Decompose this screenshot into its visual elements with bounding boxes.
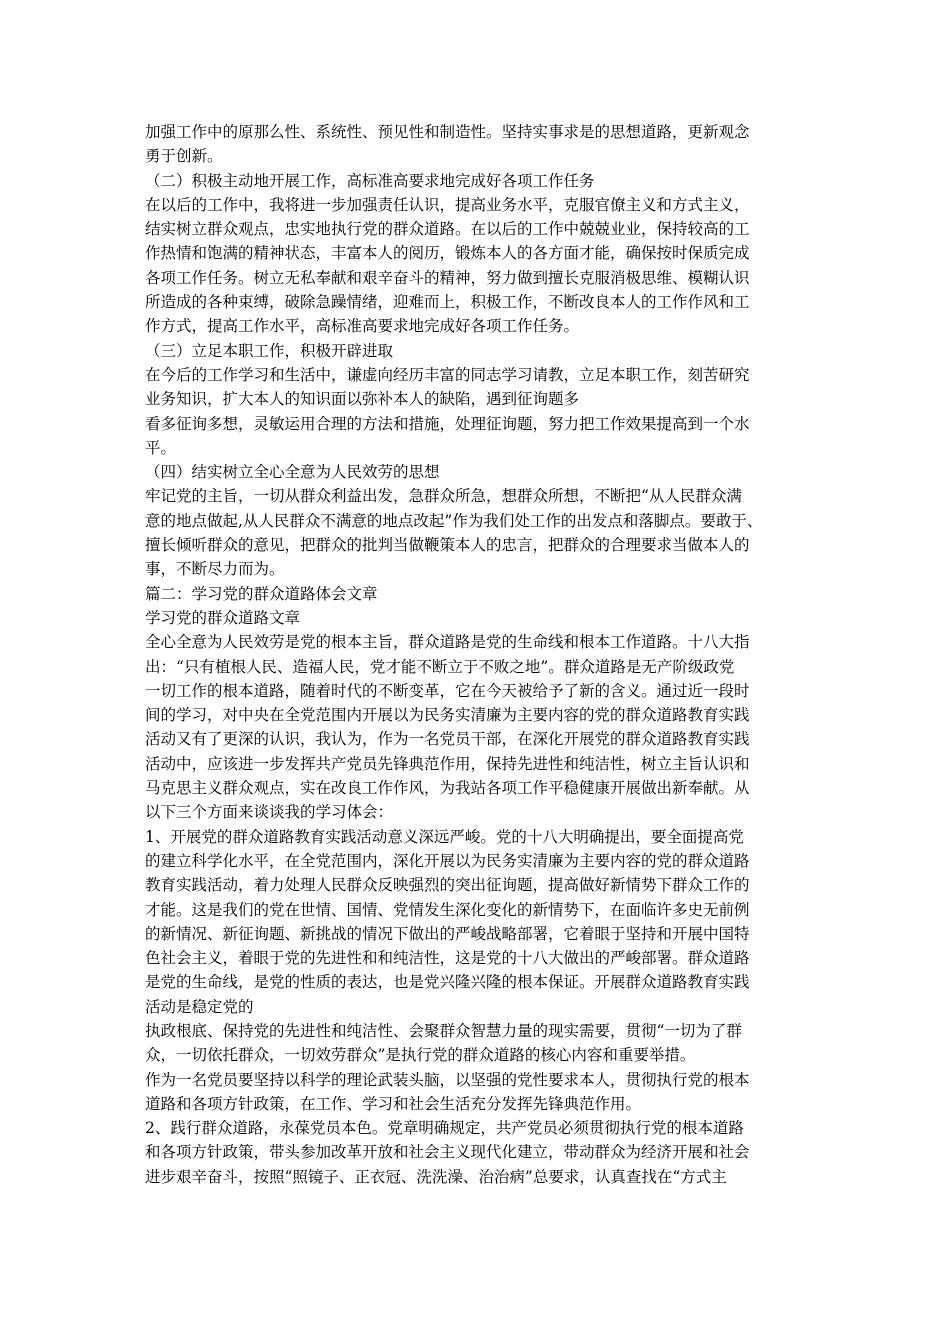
text-line: 的建立科学化水平，在全党范围内，深化开展以为民务实清廉为主要内容的党的群众道路 [145, 851, 750, 870]
text-line: 活动中，应该进一步发挥共产党员先锋典范作用，保持先进性和纯洁性，树立主旨认识和 [145, 754, 750, 773]
text-line: （三）立足本职工作，积极开辟进取 [145, 341, 394, 360]
text-line: 以下三个方面来谈谈我的学习体会： [145, 803, 394, 822]
text-line: 2、践行群众道路，永葆党员本色。党章明确规定，共产党员必须贯彻执行党的根本道路 [145, 1119, 744, 1138]
text-line: 是党的生命线，是党的性质的表达，也是党兴隆兴隆的根本保证。开展群众道路教育实践 [145, 973, 750, 992]
text-line: 所造成的各种束缚，破除急躁情绪，迎难而上，积极工作，不断改良本人的工作作风和工 [145, 293, 750, 312]
text-line: 擅长倾听群众的意见，把群众的批判当做鞭策本人的忠言，把群众的合理要求当做本人的 [145, 536, 750, 555]
text-line: 众，一切依托群众，一切效劳群众”是执行党的群众道路的核心内容和重要举措。 [145, 1046, 696, 1065]
text-line: 出：“只有植根人民、造福人民，党才能不断立于不败之地”。群众道路是无产阶级政党 [145, 657, 735, 676]
text-line: 加强工作中的原那么性、系统性、预见性和制造性。坚持实事求是的思想道路，更新观念 [145, 123, 750, 141]
text-line: 马克思主义群众观点，实在改良工作作风，为我站各项工作平稳健康开展做出新奉献。从 [145, 779, 750, 798]
text-line: 看多征询多想，灵敏运用合理的方法和措施，处理征询题，努力把工作效果提高到一个水 [145, 414, 750, 433]
text-line: 全心全意为人民效劳是党的根本主旨，群众道路是党的生命线和根本工作道路。十八大指 [145, 633, 750, 652]
text-line: 各项工作任务。树立无私奉献和艰辛奋斗的精神，努力做到擅长克服消极思维、模糊认识 [145, 268, 750, 287]
text-line: 作方式，提高工作水平，高标准高要求地完成好各项工作任务。 [145, 317, 580, 336]
text-line: 和各项方针政策，带头参加改革开放和社会主义现代化建立，带动群众为经济开展和社会 [145, 1143, 750, 1162]
text-line: 一切工作的根本道路，随着时代的不断变革，它在今天被给予了新的含义。通过近一段时 [145, 681, 750, 700]
text-line: 色社会主义，着眼于党的先进性和和纯洁性，这是党的十八大做出的严峻部署。群众道路 [145, 949, 750, 968]
text-line: 才能。这是我们的党在世情、国情、党情发生深化变化的新情势下，在面临许多史无前例 [145, 900, 750, 919]
text-line: 结实树立群众观点，忠实地执行党的群众道路。在以后的工作中兢兢业业，保持较高的工 [145, 220, 750, 239]
text-line: 平。 [145, 438, 177, 457]
text-line: 作为一名党员要坚持以科学的理论武装头脑，以坚强的党性要求本人，贯彻执行党的根本 [145, 1070, 750, 1089]
text-line: （四）结实树立全心全意为人民效劳的思想 [145, 463, 440, 482]
text-line: 活动又有了更深的认识，我认为，作为一名党员干部，在深化开展党的群众道路教育实践 [145, 730, 750, 749]
text-line: 作热情和饱满的精神状态，丰富本人的阅历，锻炼本人的各方面才能，确保按时保质完成 [145, 244, 750, 263]
text-line: 意的地点做起,从人民群众不满意的地点改起”作为我们处工作的出发点和落脚点。要敢于、 [145, 511, 763, 530]
text-line: 牢记党的主旨，一切从群众利益出发，急群众所急，想群众所想，不断把“从人民群众满 [145, 487, 742, 506]
text-line: 进步艰辛奋斗，按照“照镜子、正衣冠、洗洗澡、治治病”总要求，认真查找在“方式主 [145, 1167, 727, 1186]
text-line: 勇于创新。 [145, 147, 223, 166]
text-line: （二）积极主动地开展工作，高标准高要求地完成好各项工作任务 [145, 171, 595, 190]
text-line: 事，不断尽力而为。 [145, 560, 285, 579]
document-page [145, 120, 813, 1189]
text-line: 1、开展党的群众道路教育实践活动意义深远严峻。党的十八大明确提出，要全面提高党 [145, 827, 744, 846]
text-line: 在今后的工作学习和生活中，谦虚向经历丰富的同志学习请教，立足本职工作，刻苦研究 [145, 365, 750, 384]
text-line: 教育实践活动，着力处理人民群众反映强烈的突出征询题，提高做好新情势下群众工作的 [145, 876, 750, 895]
text-line: 活动是稳定党的 [145, 997, 254, 1016]
text-line: 学习党的群众道路文章 [145, 608, 301, 627]
text-line: 执政根底、保持党的先进性和纯洁性、会聚群众智慧力量的现实需要，贯彻“一切为了群 [145, 1021, 742, 1040]
text-line: 在以后的工作中，我将进一步加强责任认识，提高业务水平，克服官僚主义和方式主义， [145, 195, 750, 214]
text-line: 业务知识，扩大本人的知识面以弥补本人的缺陷，遇到征询题多 [145, 390, 580, 409]
text-line: 道路和各项方针政策，在工作、学习和社会生活充分发挥先锋典范作用。 [145, 1094, 642, 1113]
text-line: 篇二：学习党的群众道路体会文章 [145, 584, 378, 603]
text-line: 的新情况、新征询题、新挑战的情况下做出的严峻战略部署，它着眼于坚持和开展中国特 [145, 924, 750, 943]
text-line: 间的学习，对中央在全党范围内开展以为民务实清廉为主要内容的党的群众道路教育实践 [145, 706, 750, 725]
